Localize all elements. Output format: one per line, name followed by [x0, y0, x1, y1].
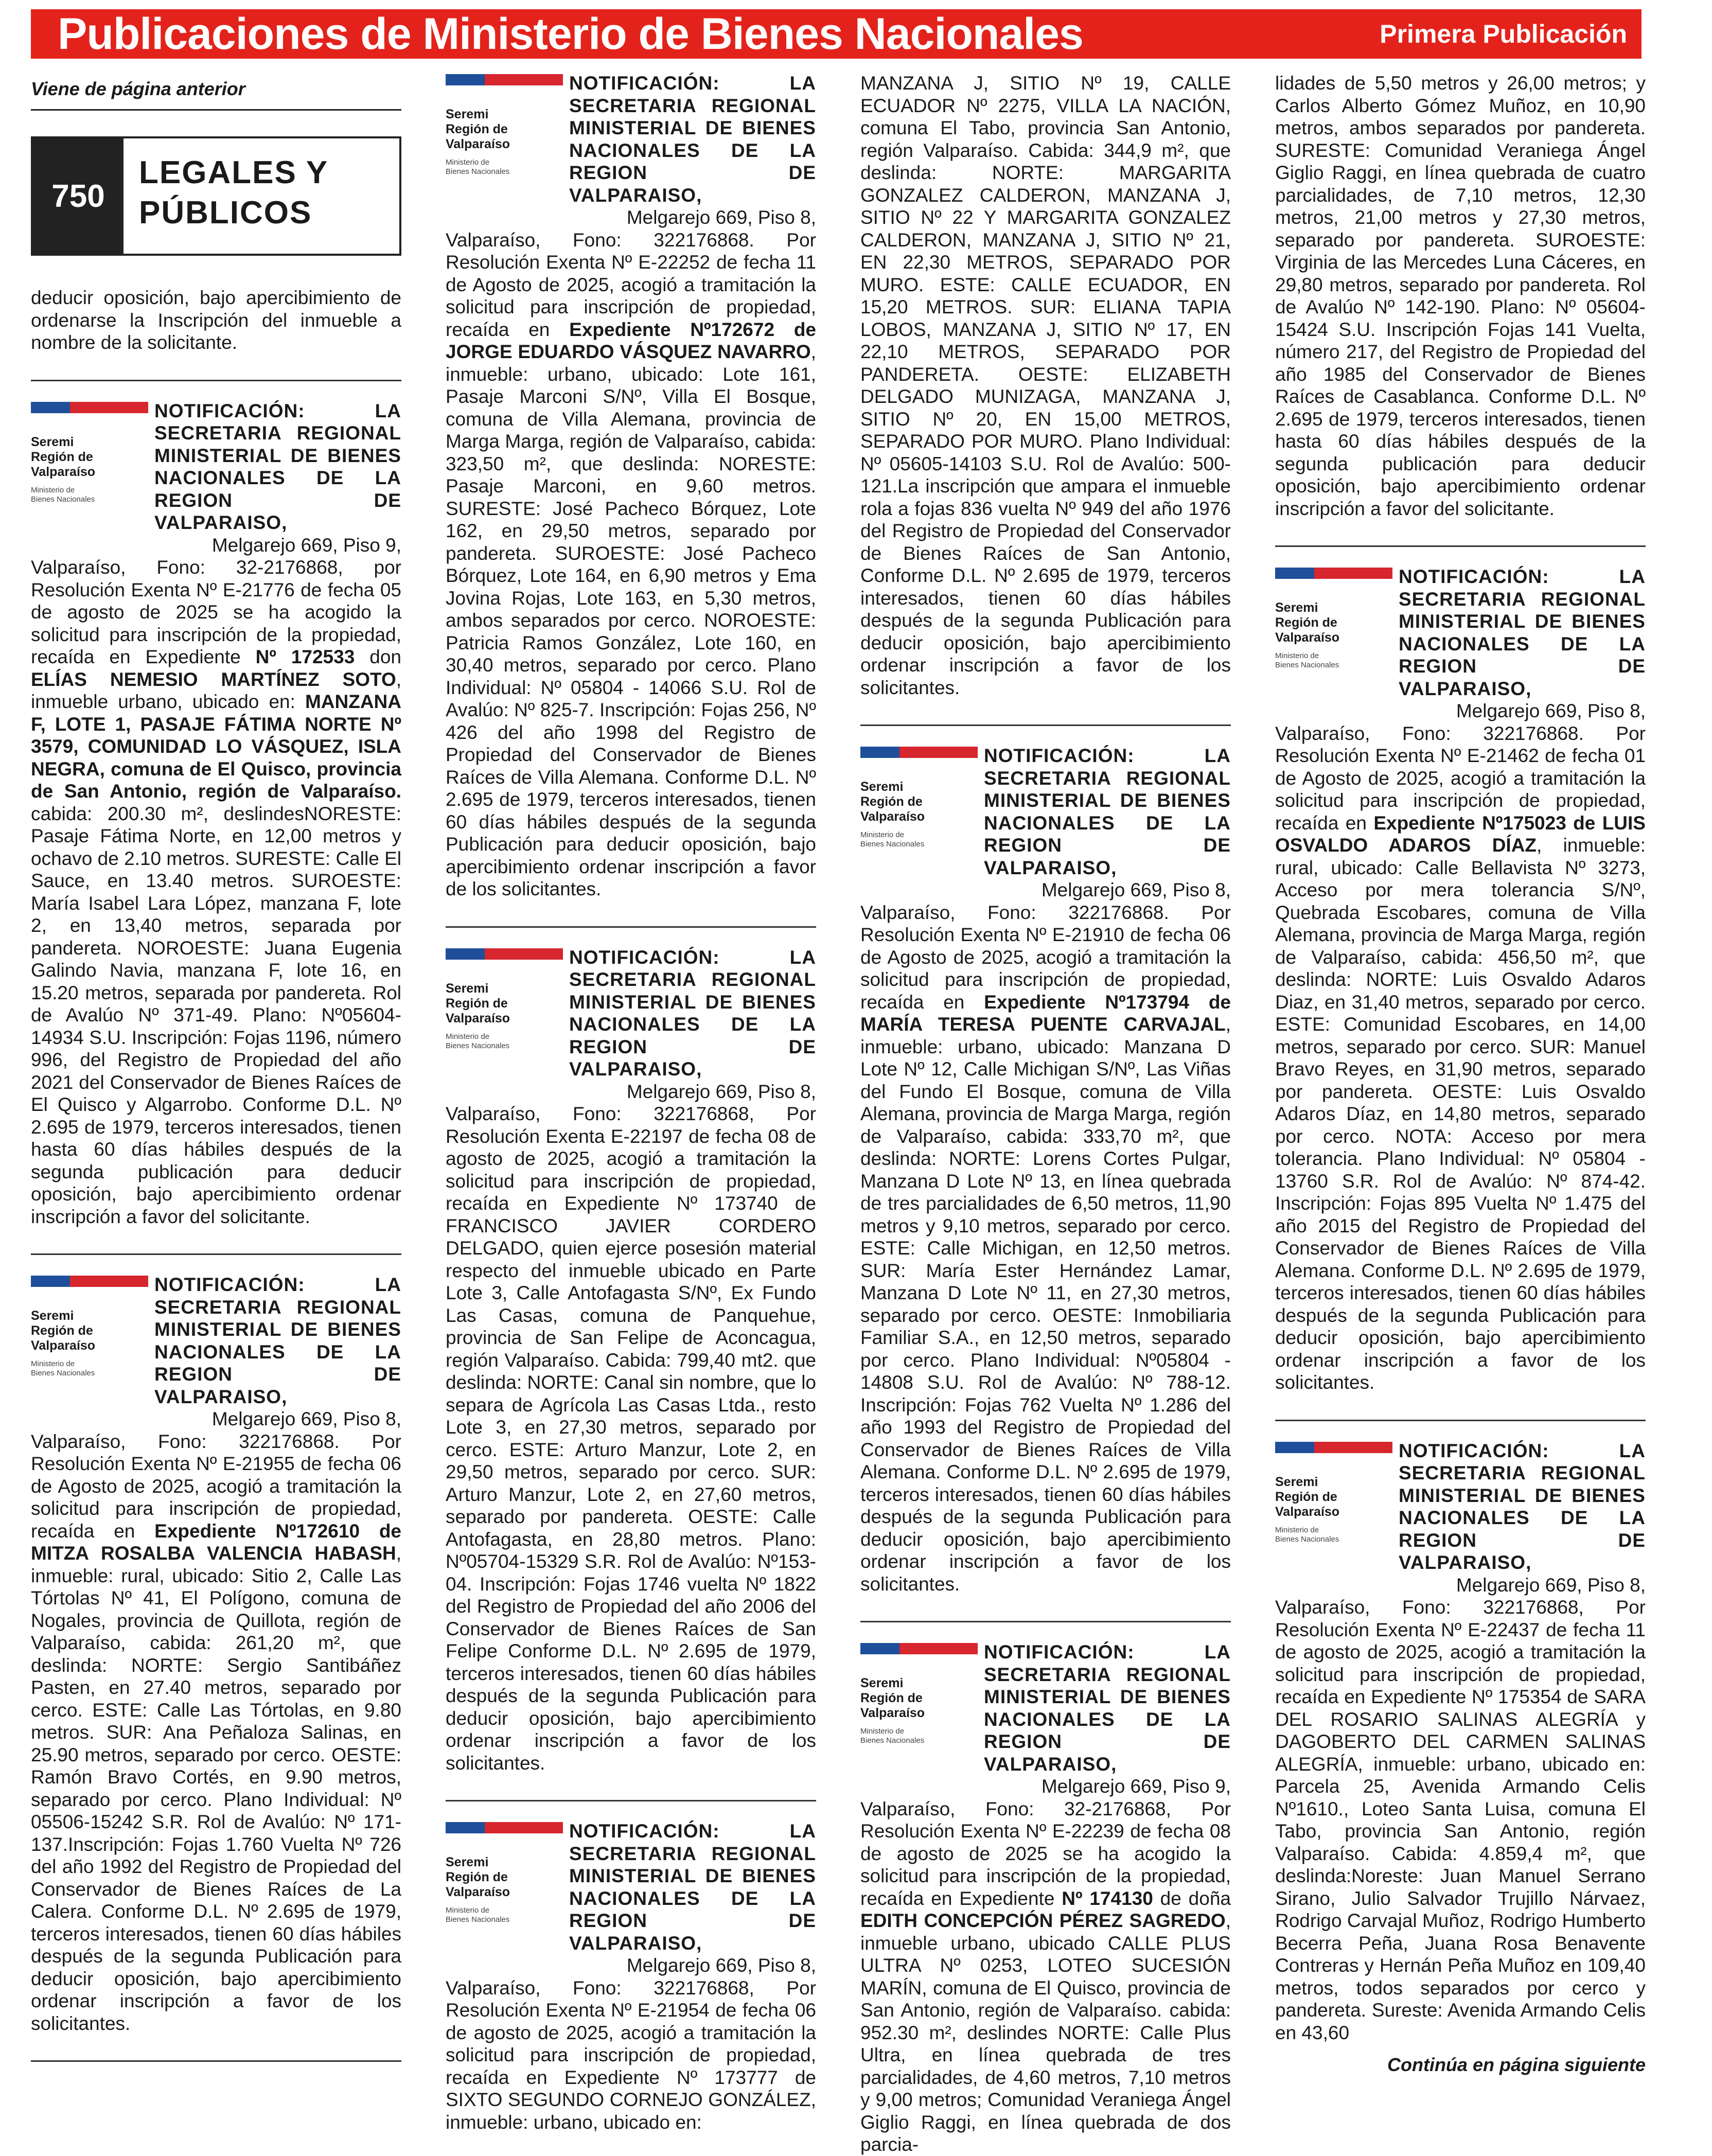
logo-ministry [446, 1906, 569, 1924]
property-location: MANZANA F, LOTE 1, PASAJE FÁTIMA NORTE Nº 3579, COMUNIDAD LO VÁSQUEZ, ISLA NEGRA, comuna de El Quisco, provincia de San Antonio, región de Valparaíso. [31, 691, 401, 802]
notice [860, 1641, 1231, 2156]
notice-body [446, 229, 816, 900]
logo-ministry-line2: Bienes Nacionales [860, 840, 925, 849]
notice-body [1275, 722, 1646, 1394]
notice-title: NOTIFICACIÓN: LA SECRETARIA REGIONAL MINISTERIAL DE BIENES NACIONALES DE LA REGION DE VALPARAISO, [154, 1274, 401, 1407]
notice-header [446, 72, 816, 206]
notice-header [446, 946, 816, 1081]
logo-line2: Región de [1275, 1489, 1337, 1504]
logo-line2: Región de [1275, 615, 1337, 630]
body-text [1566, 812, 1573, 834]
logo-text [1275, 1475, 1399, 1519]
notice [446, 946, 816, 1775]
logo-line2: Región de [446, 1870, 508, 1884]
applicant-name: de JORGE EDUARDO VÁSQUEZ NAVARRO [446, 319, 817, 362]
flag-bar [446, 74, 563, 85]
expediente-number: Nº 172533 [255, 646, 355, 667]
column-1 [31, 72, 401, 2080]
logo-ministry-line1: Ministerio de [860, 1727, 905, 1736]
notice-body: Valparaíso, Fono: 322176868, Por Resolución Exenta Nº E-21954 de fecha 06 de agosto de 2025, acogió a tramitación la solicitud para inscripción de propiedad, recaída en Expediente Nº 173777 de SIXTO SEGUNDO CORNEJO GONZÁLEZ, inmueble: urbano, ubicado en: [446, 1977, 816, 2133]
body-text: , inmueble: urbano, ubicado: Manzana D Lote Nº 12, Calle Michigan S/Nº, Las Viñas del Fundo El Bosque, comuna de Villa Alemana, provincia de Marga Marga, región de Valparaíso, cabida: 333,70 m², que deslinda: NORTE: Lorens Cortes Pulgar, Manzana D Lote Nº 13, en línea quebrada de tres parcialidades de 6,50 metros, 11,90 metros y 9,10 metros, separado por cerco. ESTE: Calle Michigan, en 12,50 metros. SUR: María Ester Hernández Lamar, Manzana D Lote Nº 11, en 27,30 metros, separado por cerco. OESTE: Inmobiliaria Familiar S.A., en 12,50 metros, separado por cerco. Plano Individual: Nº05804 - 14808 S.U. Rol de Avalúo: Nº 788-12. Inscripción: Fojas 762 Vuelta Nº 1.286 del año 1993 del Registro de Propiedad del Conservador de Bienes Raíces de Villa Alemana. Conforme D.L. Nº 2.695 de 1979, terceros interesados, tienen 60 días hábiles después de la segunda Publicación para deducir oposición, bajo apercibimiento ordenar inscripción a favor de los solicitantes. [860, 1014, 1231, 1595]
column-2 [446, 72, 816, 2133]
expediente-number: Expediente Nº175023 [1373, 812, 1566, 834]
logo-ministry [31, 1359, 154, 1378]
body-text [1189, 992, 1209, 1013]
notice-title: NOTIFICACIÓN: LA SECRETARIA REGIONAL MINISTERIAL DE BIENES NACIONALES DE LA REGION DE VALPARAISO, [1399, 1440, 1646, 1573]
applicant-name: de MITZA ROSALBA VALENCIA HABASH [31, 1520, 402, 1564]
logo-line2: Región de [31, 1323, 93, 1338]
seremi-logo [1275, 1440, 1399, 1574]
applicant-name: ELÍAS NEMESIO MARTÍNEZ SOTO [31, 668, 396, 690]
logo-ministry [446, 158, 569, 176]
notice-body [860, 902, 1231, 1596]
divider [1275, 545, 1646, 547]
expediente-number: Expediente Nº173794 [984, 991, 1190, 1013]
logo-text [446, 107, 569, 152]
seremi-logo [31, 1274, 154, 1408]
notice [1275, 1440, 1646, 2044]
body-text: Valparaíso, Fono: 322176868. Por Resolución Exenta Nº E-21910 de fecha 06 de Agosto de 2025, acogió a tramitación la solicitud para inscripción de propiedad, recaída en [860, 902, 1231, 1013]
notice-address: Melgarejo 669, Piso 8, [1456, 1574, 1646, 1596]
notice-header [446, 1820, 816, 1954]
next-page-link[interactable]: Continúa en página siguiente [1387, 2054, 1646, 2075]
divider [860, 724, 1231, 726]
applicant-name: EDITH CONCEPCIÓN PÉREZ SAGREDO [860, 1910, 1226, 1931]
logo-ministry [31, 486, 154, 504]
logo-ministry-line2: Bienes Nacionales [446, 167, 510, 176]
divider [31, 1253, 401, 1255]
body-text: , inmueble urbano, ubicado CALLE PLUS ULTRA Nº 0253, LOTEO SUCESIÓN MARÍN, comuna de El Quisco, provincia de San Antonio, región de Valparaíso. cabida: 952.30 m², deslindes NORTE: Calle Plus Ultra, en línea quebrada de tres parcialidades, de 4,60 metros, 7,10 metros y 9,00 metros; Comunidad Veraniega Ángel Giglio Raggi, en línea quebrada de dos parcia- [860, 1910, 1231, 2155]
logo-ministry-line2: Bienes Nacionales [446, 1915, 510, 1924]
divider [446, 1800, 816, 1801]
notice-address: Melgarejo 669, Piso 9, [211, 534, 401, 556]
logo-ministry-line2: Bienes Nacionales [860, 1736, 925, 1745]
logo-line2: Región de [860, 794, 923, 809]
logo-line1: Seremi [446, 107, 489, 121]
notice-header [31, 400, 401, 534]
body-text: don [355, 646, 401, 667]
logo-ministry-line1: Ministerio de [1275, 1525, 1319, 1534]
body-text: cabida: 200.30 m², deslindesNORESTE: Pasaje Fátima Norte, en 12,00 metros y ochavo de 2.10 metros. SURESTE: Calle El Sauce, en 13.40 metros. SUROESTE: María Isabel Lara López, manzana F, lote 2, en 13,40 metros, separada por pandereta. NOROESTE: Juana Eugenia Galindo Navia, manzana F, lote 16, en 15.20 metros, separada por pandereta. Rol de Avalúo Nº 371-49. Plano: Nº05604-14934 S.U. Inscripción: Fojas 1196, número 996, del Registro de Propiedad del año 2021 del Conservador de Bienes Raíces de El Quisco y Algarrobo. Conforme D.L. Nº 2.695 de 1979, terceros interesados, tienen hasta 60 días hábiles después de la segunda publicación para deducir oposición, bajo apercibimiento ordenar inscripción a favor del solicitante. [31, 803, 401, 1227]
logo-line2: Región de [446, 996, 508, 1011]
continued-text: deducir oposición, bajo apercibimiento de ordenarse la Inscripción del inmueble a nombre de la solicitante. [31, 287, 401, 353]
notice-title: NOTIFICACIÓN: LA SECRETARIA REGIONAL MINISTERIAL DE BIENES NACIONALES DE LA REGION DE VALPARAISO, [154, 400, 401, 533]
notice-header [1275, 565, 1646, 700]
logo-line1: Seremi [446, 1855, 489, 1869]
divider [1275, 1420, 1646, 1421]
logo-ministry-line1: Ministerio de [860, 830, 905, 839]
logo-line2: Región de [446, 122, 508, 136]
section-name-line2: PÚBLICOS [139, 195, 312, 231]
notice [31, 400, 401, 1228]
body-text: Valparaíso, Fono: 32-2176868, por Resolución Exenta Nº E-21776 de fecha 05 de agosto de 2025 se ha acogido la solicitud para inscripción de la propiedad, recaída en Expediente [31, 557, 401, 667]
notice-title: NOTIFICACIÓN: LA SECRETARIA REGIONAL MINISTERIAL DE BIENES NACIONALES DE LA REGION DE VALPARAISO, [984, 745, 1231, 878]
flag-bar [446, 1822, 563, 1833]
notice-address: Melgarejo 669, Piso 8, [626, 1955, 816, 1976]
logo-ministry-line1: Ministerio de [31, 1359, 75, 1368]
logo-ministry-line2: Bienes Nacionales [31, 1369, 95, 1377]
notice-title: NOTIFICACIÓN: LA SECRETARIA REGIONAL MINISTERIAL DE BIENES NACIONALES DE LA REGION DE VALPARAISO, [569, 946, 816, 1080]
logo-line2: Región de [31, 449, 93, 464]
logo-ministry-line1: Ministerio de [446, 158, 490, 167]
edition-label: Primera Publicación [1380, 20, 1627, 48]
body-text: , inmueble: rural, ubicado: Calle Bellavista Nº 3273, Acceso por mera tolerancia S/Nº, Quebrada Escobares, comuna de Villa Alemana, provincia de Marga Marga, región de Valparaíso, cabida: 456,50 m², que deslinda: NORTE: Luis Osvaldo Adaros Diaz, en 31,40 metros, separado por cerco. ESTE: Comunidad Escobares, en 14,00 metros, separado por cerco. SUR: Manuel Bravo Reyes, en 31,90 metros, separado por pandereta. OESTE: Luis Osvaldo Adaros Díaz, en 14,80 metros, separado por cerco. NOTA: Acceso por mera tolerancia. Plano Individual: Nº 05804 - 13760 S.R. Rol de Avalúo: Nº 874-42. Inscripción: Fojas 895 Vuelta Nº 1.475 del año 2015 del Registro de Propiedad del Conservador de Bienes Raíces de Villa Alemana. Conforme D.L. Nº 2.695 de 1979, terceros interesados, tienen 60 días hábiles después de la segunda Publicación para deducir oposición, bajo apercibimiento ordenar inscripción a favor de los solicitantes. [1275, 835, 1646, 1393]
logo-ministry-line2: Bienes Nacionales [446, 1041, 510, 1050]
divider [446, 926, 816, 928]
section-name-line1: LEGALES Y [139, 155, 329, 190]
logo-line1: Seremi [31, 1309, 74, 1323]
expediente-number: Expediente Nº172672 [569, 319, 775, 340]
seremi-logo [446, 946, 569, 1081]
notice [31, 1274, 401, 2035]
body-text: Valparaíso, Fono: 322176868. Por Resolución Exenta Nº E-21955 de fecha 06 de Agosto de 2025, acogió a tramitación la solicitud para inscripción de propiedad, recaída en [31, 1430, 401, 1542]
logo-ministry-line2: Bienes Nacionales [31, 494, 95, 504]
logo-ministry [1275, 1526, 1399, 1544]
flag-bar [31, 402, 148, 413]
logo-line1: Seremi [446, 981, 489, 996]
notice [1275, 565, 1646, 1394]
logo-text [1275, 600, 1399, 645]
logo-line3: Valparaíso [1275, 1504, 1340, 1519]
flag-bar [860, 1643, 978, 1654]
divider [31, 2060, 401, 2062]
logo-line1: Seremi [1275, 1474, 1318, 1489]
logo-ministry [446, 1032, 569, 1051]
notice-body [31, 1430, 401, 2035]
continued-text: lidades de 5,50 metros y 26,00 metros; y Carlos Alberto Gómez Muñoz, en 10,90 metros, ambos separados por pandereta. SURESTE: Comunidad Veraniega Ángel Giglio Raggi, en línea quebrada de cuatro parcialidades, de 7,10 metros, 12,30 metros, 21,00 metros y 27,30 metros, separado por pandereta. SUROESTE: Virginia de las Mercedes Luna Cáceres, en 29,80 metros, separado por pandereta. Rol de Avalúo Nº 142-190. Plano: Nº 05604-15424 S.U. Inscripción Fojas 141 Vuelta, número 217, del Registro de Propiedad del año 1985 del Conservador de Bienes Raíces de Casablanca. Conforme D.L. Nº 2.695 de 1979, terceros interesados, tienen hasta 60 días hábiles después de la segunda publicación para deducir oposición, bajo apercibimiento ordenar inscripción a favor del solicitante. [1275, 73, 1646, 519]
body-text [360, 1521, 379, 1542]
flag-bar [1275, 568, 1392, 579]
logo-ministry-line2: Bienes Nacionales [1275, 1534, 1339, 1544]
flag-bar [1275, 1442, 1392, 1453]
flag-bar [860, 747, 978, 758]
notice-title: NOTIFICACIÓN: LA SECRETARIA REGIONAL MINISTERIAL DE BIENES NACIONALES DE LA REGION DE VALPARAISO, [984, 1641, 1231, 1775]
logo-text [31, 435, 154, 480]
seremi-logo [860, 745, 984, 879]
flag-bar [31, 1276, 148, 1287]
page-title: Publicaciones de Ministerio de Bienes Nacionales [58, 9, 1083, 59]
body-text: de doña [1153, 1887, 1231, 1909]
notice-header [31, 1274, 401, 1408]
body-text: Valparaíso, Fono: 322176868. Por Resolución Exenta Nº E-21462 de fecha 01 de Agosto de 2025, acogió a tramitación la solicitud para inscripción de propiedad, recaída en [1275, 722, 1646, 834]
notice-body: Valparaíso, Fono: 322176868, Por Resolución Exenta E-22197 de fecha 08 de agosto de 2025, acogió a tramitación la solicitud para inscripción de propiedad, recaída en Expediente Nº 173740 de FRANCISCO JAVIER CORDERO DELGADO, quien ejerce posesión material respecto del inmueble ubicado en Parte Lote 3, Calle Antofagasta S/Nº, Ex Fundo Las Casas, comuna de Panquehue, provincia de San Felipe de Aconcagua, región Valparaíso. Cabida: 799,40 mt2. que deslinda: NORTE: Canal sin nombre, que lo separa de Agrícola Las Casas Ltda., resto Lote 3, en 27,30 metros, separado por cerco. ESTE: Arturo Manzur, Lote 2, en 29,50 metros, separado por cerco. SUR: Arturo Manzur, Lote 2, en 27,60 metros, separado por pandereta. OESTE: Calle Antofagasta, en 28,80 metros. Plano: Nº05704-15329 S.R. Rol de Avalúo: Nº153-04. Inscripción: Fojas 1746 vuelta Nº 1822 del Registro de Propiedad del año 2006 del Conservador de Bienes Raíces de San Felipe Conforme D.L. Nº 2.695 de 1979, terceros interesados, tienen 60 días hábiles después de la segunda Publicación para deducir oposición, bajo apercibimiento ordenar inscripción a favor de los solicitantes. [446, 1103, 816, 1774]
section-number: 750 [33, 138, 123, 254]
logo-text [31, 1309, 154, 1353]
body-text: , inmueble: rural, ubicado: Sitio 2, Calle Las Tórtolas Nº 41, El Polígono, comuna de Nogales, provincia de Quillota, región de Valparaíso, cabida: 261,20 m², que deslinda: NORTE: Sergio Santibáñez Pasten, en 27.40 metros, separado por cerco. ESTE: Calle Las Tórtolas, en 9.80 metros. SUR: Ana Peñaloza Salinas, en 25.90 metros, separado por cerco. OESTE: Ramón Bravo Cortés, en 9.90 metros, separado por cerco. Plano Individual: Nº 05506-15242 S.R. Rol de Avalúo: Nº 171-137.Inscripción: Fojas 1.760 Vuelta Nº 726 del año 1992 del Registro de Propiedad del Conservador de Bienes Raíces de La Calera. Conforme D.L. Nº 2.695 de 1979, terceros interesados, tienen 60 días hábiles después de la segunda Publicación para deducir oposición, bajo apercibimiento ordenar inscripción a favor de los solicitantes. [31, 1543, 401, 2034]
seremi-logo [1275, 565, 1399, 700]
logo-ministry-line1: Ministerio de [31, 485, 75, 494]
logo-line1: Seremi [860, 780, 904, 794]
section-name [123, 138, 399, 254]
notice-title: NOTIFICACIÓN: LA SECRETARIA REGIONAL MINISTERIAL DE BIENES NACIONALES DE LA REGION DE VALPARAISO, [1399, 566, 1646, 699]
body-text [774, 319, 794, 340]
notice-address: Melgarejo 669, Piso 8, [626, 1081, 816, 1102]
logo-line1: Seremi [860, 1676, 904, 1690]
logo-ministry-line2: Bienes Nacionales [1275, 661, 1339, 669]
logo-line1: Seremi [31, 434, 74, 449]
flag-bar [446, 948, 563, 960]
seremi-logo [446, 72, 569, 206]
applicant-name: de LUIS OSVALDO ADAROS DÍAZ [1275, 812, 1646, 856]
notice-address: Melgarejo 669, Piso 8, [1456, 700, 1646, 721]
notice-body [860, 1798, 1231, 2156]
notice [446, 72, 816, 900]
column-3 [860, 72, 1231, 2156]
logo-ministry [860, 1727, 984, 1745]
notice-address: Melgarejo 669, Piso 8, [211, 1408, 401, 1429]
logo-line3: Valparaíso [446, 1011, 510, 1026]
logo-ministry-line1: Ministerio de [446, 1906, 490, 1915]
column-4 [1275, 72, 1646, 2076]
seremi-logo [860, 1641, 984, 1775]
logo-ministry [860, 830, 984, 849]
logo-ministry [1275, 651, 1399, 670]
notice-header [1275, 1440, 1646, 1574]
notice-body: Valparaíso, Fono: 322176868, Por Resolución Exenta Nº E-22437 de fecha 11 de agosto de 2025, acogió a tramitación la solicitud para inscripción de propiedad, recaída en Expediente Nº 175354 de SARA DEL ROSARIO SALINAS ALEGRÍA y DAGOBERTO DEL CARMEN SALINAS ALEGRÍA, inmueble: urbano, ubicado en: Parcela 25, Avenida Armando Celis Nº1610., Loteo Santa Luisa, comuna El Tabo, provincia San Antonio, región Valparaíso. Cabida: 4.859,4 m², que deslinda:Noreste: Juan Manuel Serrano Sirano, Julio Salvador Trujillo Nárvaez, Rodrigo Carvajal Muñoz, Rodrigo Humberto Becerra Peña, Juana Rosa Benavente Contreras y Hernán Peña Muñoz en 109,40 metros, todos separados por cerco y pandereta. Sureste: Avenida Armando Celis en 43,60 [1275, 1597, 1646, 2043]
logo-text [446, 1855, 569, 1900]
logo-line3: Valparaíso [446, 137, 510, 151]
logo-ministry-line1: Ministerio de [446, 1032, 490, 1041]
logo-text [860, 780, 984, 824]
logo-line3: Valparaíso [446, 1885, 510, 1899]
logo-line3: Valparaíso [860, 809, 925, 824]
notice-address: Melgarejo 669, Piso 8, [1041, 879, 1231, 900]
logo-line2: Región de [860, 1691, 923, 1705]
logo-text [860, 1676, 984, 1721]
divider [31, 380, 401, 381]
logo-line3: Valparaíso [31, 1338, 96, 1353]
publication-banner [31, 9, 1642, 59]
applicant-name: de MARÍA TERESA PUENTE CARVAJAL [860, 991, 1231, 1035]
body-text: Valparaíso, Fono: 322176868. Por Resolución Exenta Nº E-22252 de fecha 11 de Agosto de 2025, acogió a tramitación la solicitud para inscripción de propiedad, recaída en [446, 229, 816, 340]
expediente-number: Expediente Nº172610 [154, 1520, 360, 1542]
continued-text: MANZANA J, SITIO Nº 19, CALLE ECUADOR Nº 2275, VILLA LA NACIÓN, comuna El Tabo, provincia San Antonio, región Valparaíso. Cabida: 344,9 m², que deslinda: NORTE: MARGARITA GONZALEZ CALDERON, MANZANA J, SITIO Nº 22 Y MARGARITA GONZALEZ CALDERON, MANZANA J, SITIO Nº 21, EN 22,30 METROS, SEPARADO POR MURO. ESTE: CALLE ECUADOR, EN 15,20 METROS. SUR: ELIANA TAPIA LOBOS, MANZANA J, SITIO Nº 17, EN 22,10 METROS, SEPARADO POR PANDERETA. OESTE: ELIZABETH DELGADO MUNIZAGA, MANZANA J, SITIO Nº 20, EN 15,00 METROS, SEPARADO POR MURO. Plano Individual: Nº 05605-14103 S.U. Rol de Avalúo: 500-121.La inscripción que ampara el inmueble rola a fojas 836 vuelta Nº 949 del año 1976 del Registro de Propiedad del Conservador de Bienes Raíces de San Antonio, Conforme D.L. Nº 2.695 de 1979, terceros interesados, tienen 60 días hábiles después de la segunda Publicación para deducir oposición, bajo apercibimiento ordenar inscripción a favor de los solicitantes. [860, 73, 1231, 698]
body-text: Valparaíso, Fono: 32-2176868, Por Resolución Exenta Nº E-22239 de fecha 08 de agosto de 2025 se ha acogido la solicitud para inscripción de la propiedad, recaída en Expediente [860, 1798, 1231, 1909]
expediente-number: Nº 174130 [1062, 1887, 1153, 1909]
body-text: , inmueble urbano, ubicado en: [31, 668, 401, 712]
logo-line3: Valparaíso [860, 1706, 925, 1720]
seremi-logo [446, 1820, 569, 1954]
notice [860, 745, 1231, 1595]
logo-line3: Valparaíso [31, 464, 96, 479]
divider [860, 1621, 1231, 1622]
notice-header [860, 745, 1231, 879]
notice-title: NOTIFICACIÓN: LA SECRETARIA REGIONAL MINISTERIAL DE BIENES NACIONALES DE LA REGION DE VALPARAISO, [569, 73, 816, 206]
seremi-logo [31, 400, 154, 534]
logo-line1: Seremi [1275, 600, 1318, 615]
notice-address: Melgarejo 669, Piso 9, [1041, 1776, 1231, 1797]
logo-line3: Valparaíso [1275, 630, 1340, 645]
previous-page-link[interactable]: Viene de página anterior [31, 72, 401, 111]
notice-address: Melgarejo 669, Piso 8, [626, 207, 816, 228]
logo-text [446, 981, 569, 1026]
logo-ministry-line1: Ministerio de [1275, 651, 1319, 660]
notice-title: NOTIFICACIÓN: LA SECRETARIA REGIONAL MINISTERIAL DE BIENES NACIONALES DE LA REGION DE VALPARAISO, [569, 1821, 816, 1954]
section-header [31, 136, 401, 256]
notice-header [860, 1641, 1231, 1775]
body-text: , inmueble: urbano, ubicado: Lote 161, Pasaje Marconi S/Nº, Villa El Bosque, comuna de Villa Alemana, provincia de Marga Marga, región de Valparaíso, cabida: 323,50 m², que deslinda: NORESTE: Pasaje Marconi, en 9,60 metros. SURESTE: José Pacheco Bórquez, Lote 162, en 29,50 metros, separado por pandereta. SUROESTE: José Pacheco Bórquez, Lote 164, en 6,90 metros y Ema Jovina Rojas, Lote 163, en 5,30 metros, ambos separados por cerco. NOROESTE: Patricia Ramos González, Lote 160, en 30,40 metros, separado por cerco. Plano Individual: Nº 05804 - 14066 S.U. Rol de Avalúo: Nº 825-7. Inscripción: Fojas 256, Nº 426 del año 1998 del Registro de Propiedad del Conservador de Bienes Raíces de Villa Alemana. Conforme D.L. Nº 2.695 de 1979, terceros interesados, tienen 60 días hábiles después de la segunda Publicación para deducir oposición, bajo apercibimiento ordenar inscripción a favor de los solicitantes. [446, 341, 816, 899]
notice-body [31, 556, 401, 1228]
notice [446, 1820, 816, 2133]
